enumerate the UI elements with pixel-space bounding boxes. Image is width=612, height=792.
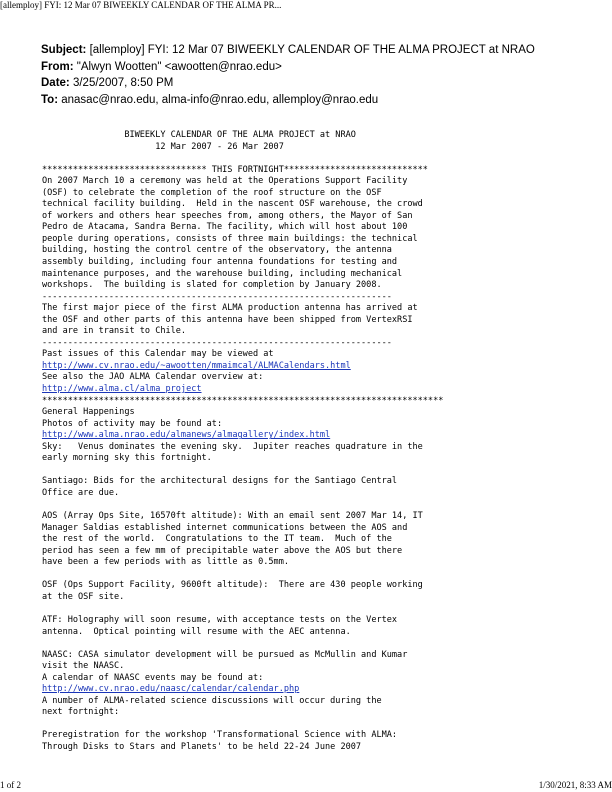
body-line: visit the NAASC. xyxy=(42,661,125,672)
body-line: Photos of activity may be found at: xyxy=(42,418,223,429)
body-line: General Happenings xyxy=(42,407,135,418)
body-link[interactable]: http://www.cv.nrao.edu/~awootten/mmaimcal/ALMACalendars.html xyxy=(42,360,351,371)
body-line: Office are due. xyxy=(42,487,120,498)
body-line: next fortnight: xyxy=(42,707,120,718)
from-row xyxy=(41,59,581,76)
body-line: people during operations, consists of three main buildings: the technical xyxy=(42,233,418,244)
body-line: at the OSF site. xyxy=(42,591,125,602)
date-label: Date: xyxy=(41,77,70,89)
body-line: period has seen a few mm of precipitable water above the AOS but there xyxy=(42,545,403,556)
body-line: Manager Saldias established internet communications between the AOS and xyxy=(42,522,408,533)
to-value: anasac@nrao.edu, alma-info@nrao.edu, allemploy@nrao.edu xyxy=(61,93,379,106)
body-link[interactable]: http://www.cv.nrao.edu/naasc/calendar/calendar.php xyxy=(42,684,300,695)
body-line: antenna. Optical pointing will resume with the AEC antenna. xyxy=(42,626,351,637)
body-line: the OSF and other parts of this antenna have been shipped from VertexRSI xyxy=(42,314,413,325)
body-line: A number of ALMA-related science discussions will occur during the xyxy=(42,695,382,706)
body-line xyxy=(42,719,582,731)
body-line: Past issues of this Calendar may be viewed at xyxy=(42,349,274,360)
email-headers xyxy=(41,42,581,108)
body-line: OSF (Ops Support Facility, 9600ft altitude): There are 430 people working xyxy=(42,580,423,591)
body-line: workshops. The building is slated for completion by January 2008. xyxy=(42,280,382,291)
body-line: ATF: Holography will soon resume, with acceptance tests on the Vertex xyxy=(42,614,398,625)
body-line: A calendar of NAASC events may be found at: xyxy=(42,672,264,683)
body-line: ******************************** THIS FORTNIGHT**************************** xyxy=(42,164,428,175)
body-link[interactable]: http://www.alma.cl/alma_project xyxy=(42,384,202,395)
from-value: "Alwyn Wootten" <awootten@nrao.edu> xyxy=(76,60,282,73)
body-line: Santiago: Bids for the architectural designs for the Santiago Central xyxy=(42,476,398,487)
body-line: BIWEEKLY CALENDAR OF THE ALMA PROJECT at NRAO xyxy=(42,130,356,140)
body-line: Through Disks to Stars and Planets' to be held 22-24 June 2007 xyxy=(42,741,362,752)
body-line: -------------------------------------------------------------------- xyxy=(42,291,392,302)
body-line: ****************************************************************************** xyxy=(42,395,444,406)
body-line xyxy=(42,569,582,581)
body-line xyxy=(42,384,582,396)
print-datetime: 1/30/2021, 8:33 AM xyxy=(538,780,612,790)
body-line: AOS (Array Ops Site, 16570ft altitude): With an email sent 2007 Mar 14, IT xyxy=(42,511,423,522)
body-line: the rest of the world. Congratulations to the IT team. Much of the xyxy=(42,534,392,545)
body-line: On 2007 March 10 a ceremony was held at the Operations Support Facility xyxy=(42,176,408,187)
body-line xyxy=(42,684,582,696)
subject-row xyxy=(41,42,581,59)
to-label: To: xyxy=(41,93,59,106)
body-line: -------------------------------------------------------------------- xyxy=(42,337,392,348)
body-line: (OSF) to celebrate the completion of the roof structure on the OSF xyxy=(42,187,382,198)
body-line xyxy=(42,638,582,650)
body-line: NAASC: CASA simulator development will be pursued as McMullin and Kumar xyxy=(42,649,408,660)
body-line: See also the JAO ALMA Calendar overview at: xyxy=(42,372,264,383)
body-line xyxy=(42,361,582,373)
body-line: assembly building, including four antenna foundations for testing and xyxy=(42,257,398,268)
body-line: have been a few periods with as little as 0.5mm. xyxy=(42,557,289,568)
body-line: Sky: Venus dominates the evening sky. Jupiter reaches quadrature in the xyxy=(42,441,423,452)
body-line xyxy=(42,430,582,442)
to-row xyxy=(41,92,581,109)
body-line: of workers and others hear speeches from, among others, the Mayor of San xyxy=(42,210,413,221)
subject-value: [allemploy] FYI: 12 Mar 07 BIWEEKLY CALENDAR OF THE ALMA PROJECT at NRAO xyxy=(89,44,535,56)
date-row xyxy=(41,75,581,92)
body-link[interactable]: http://www.alma.nrao.edu/almanews/almagallery/index.html xyxy=(42,430,331,441)
subject-label: Subject: xyxy=(41,44,87,56)
body-line: Pedro de Atacama, Sandra Berna. The facility, which will host about 100 xyxy=(42,222,408,233)
body-line: maintenance purposes, and the warehouse building, including mechanical xyxy=(42,268,403,279)
body-line: and are in transit to Chile. xyxy=(42,326,187,337)
print-header-title: [allemploy] FYI: 12 Mar 07 BIWEEKLY CALENDAR OF THE ALMA PR... xyxy=(0,0,282,10)
body-line: Preregistration for the workshop 'Transformational Science with ALMA: xyxy=(42,730,398,741)
body-line xyxy=(42,153,582,165)
body-line: 12 Mar 2007 - 26 Mar 2007 xyxy=(42,141,284,152)
body-line xyxy=(42,603,582,615)
page-number: 1 of 2 xyxy=(0,780,21,790)
email-body xyxy=(42,130,582,754)
body-line: The first major piece of the first ALMA production antenna has arrived at xyxy=(42,303,418,314)
body-line: technical facility building. Held in the nascent OSF warehouse, the crowd xyxy=(42,199,423,210)
body-line xyxy=(42,465,582,477)
from-label: From: xyxy=(41,60,74,73)
date-value: 3/25/2007, 8:50 PM xyxy=(72,77,174,89)
body-line: building, hosting the control centre of the observatory, the antenna xyxy=(42,245,392,256)
body-line: early morning sky this fortnight. xyxy=(42,453,212,464)
body-line xyxy=(42,500,582,512)
